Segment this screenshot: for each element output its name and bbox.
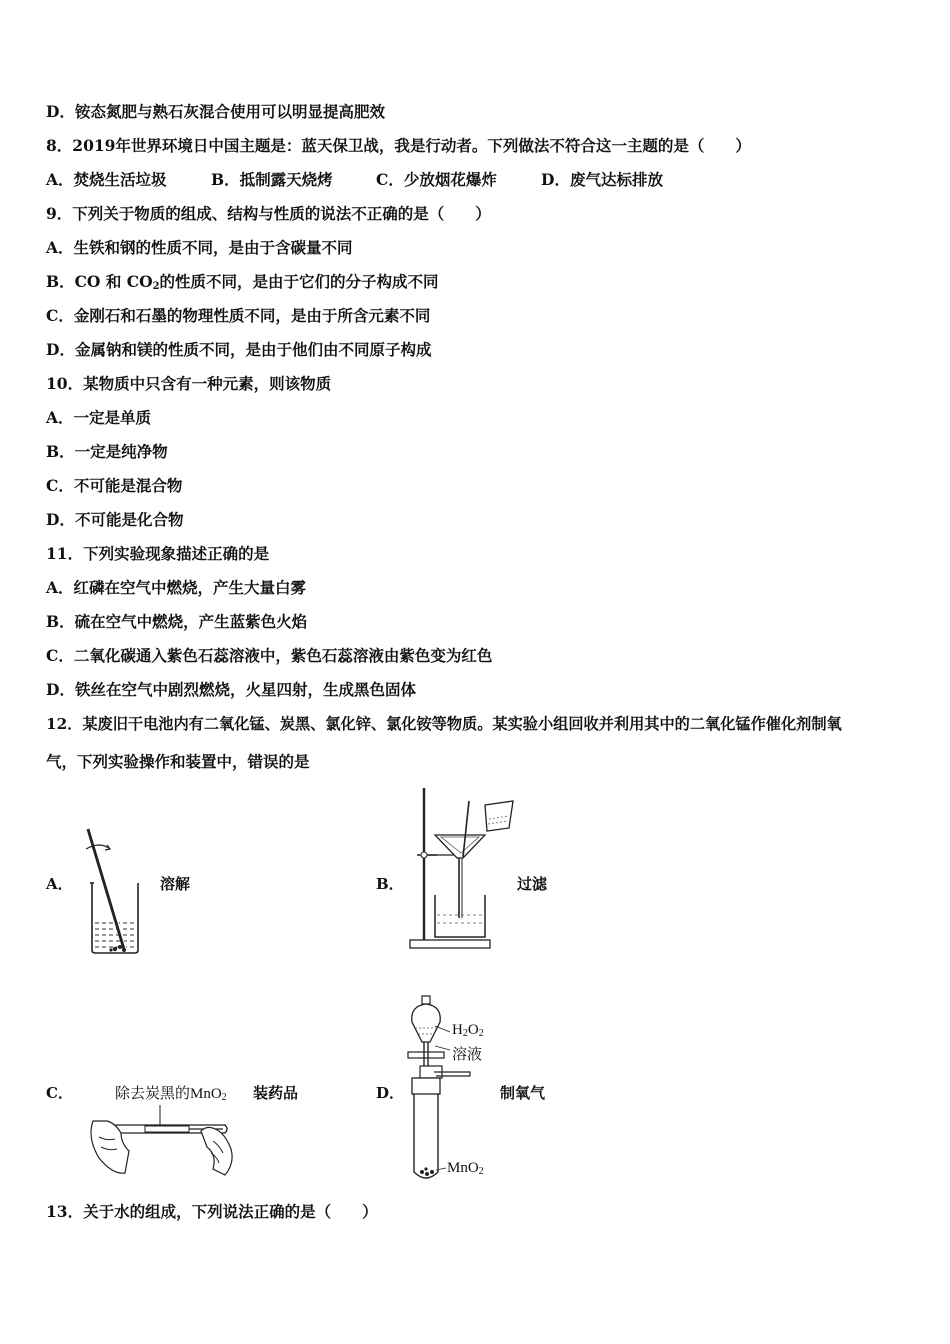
q9-option-c: C．金刚石和石墨的物理性质不同，是由于所含元素不同	[46, 306, 431, 325]
c-annotation-text: 除去炭黑的MnO	[115, 1086, 222, 1102]
q9-option-a: A．生铁和钢的性质不同，是由于含碳量不同	[46, 238, 353, 257]
d-h2o2-h: H	[452, 1022, 463, 1038]
filtration-apparatus-figure	[405, 783, 525, 953]
d-h2o2-label	[452, 1022, 484, 1039]
question-12: 12．某废旧干电池内有二氧化锰、炭黑、氯化锌、氯化铵等物质。某实验小组回收并利用其中的二氧化锰作催化剂制氧	[46, 715, 842, 733]
q9-option-b	[46, 272, 439, 297]
q11-option-b: B．硫在空气中燃烧，产生蓝紫色火焰	[46, 612, 308, 631]
figure-c-label: C．	[46, 1084, 73, 1102]
option-d-fertilizer: D．铵态氮肥与熟石灰混合使用可以明显提高肥效	[46, 102, 385, 121]
figure-a-label: A．	[46, 875, 73, 893]
d-h2o2-sub1: 2	[462, 1028, 468, 1039]
q11-option-a: A．红磷在空气中燃烧，产生大量白雾	[46, 578, 307, 597]
q10-option-a: A．一定是单质	[46, 408, 152, 427]
q8-option-c: C．少放烟花爆炸	[376, 170, 497, 189]
q10-option-d: D．不可能是化合物	[46, 510, 184, 529]
d-mno2-sub: 2	[478, 1166, 484, 1177]
figure-a-caption: 溶解	[160, 875, 191, 893]
d-mno2-label	[447, 1160, 484, 1177]
q10-option-b: B．一定是纯净物	[46, 442, 168, 461]
q10-option-c: C．不可能是混合物	[46, 476, 183, 495]
figure-b-label: B．	[376, 875, 404, 893]
q9b-text-start: B．CO 和 CO	[46, 272, 153, 291]
figure-b-caption: 过滤	[517, 875, 548, 893]
figure-c-annotation	[115, 1082, 227, 1103]
q11-option-d: D．铁丝在空气中剧烈燃烧，火星四射，生成黑色固体	[46, 680, 416, 699]
test-tube-loading-figure	[85, 1103, 245, 1183]
d-h2o2-o: O	[467, 1022, 479, 1038]
q9b-subscript: 2	[152, 281, 160, 292]
question-13: 13．关于水的组成，下列说法正确的是（ ）	[46, 1202, 378, 1221]
question-8-options	[46, 170, 663, 190]
figure-d-label: D．	[376, 1084, 405, 1102]
q11-option-c: C．二氧化碳通入紫色石蕊溶液中，紫色石蕊溶液由紫色变为红色	[46, 646, 493, 665]
q8-option-b: B．抵制露天烧烤	[211, 170, 333, 189]
question-9: 9．下列关于物质的组成、结构与性质的说法不正确的是（ ）	[46, 204, 491, 223]
question-8: 8．2019年世界环境日中国主题是：蓝天保卫战，我是行动者。下列做法不符合这一主题的是（ ）	[46, 136, 751, 155]
d-h2o2-sub2: 2	[478, 1028, 484, 1039]
figure-c-caption: 装药品	[253, 1084, 299, 1102]
question-11: 11．下列实验现象描述正确的是	[46, 544, 270, 563]
question-10: 10．某物质中只含有一种元素，则该物质	[46, 374, 332, 393]
beaker-stirring-figure	[80, 825, 160, 955]
q9-option-d: D．金属钠和镁的性质不同，是由于他们由不同原子构成	[46, 340, 432, 359]
figure-d-caption: 制氧气	[500, 1084, 546, 1102]
question-12-cont: 气，下列实验操作和装置中，错误的是	[46, 752, 310, 771]
q9b-text-end: 的性质不同，是由于它们的分子构成不同	[159, 272, 439, 291]
d-mno2-text: MnO	[447, 1160, 479, 1176]
q8-option-a: A．焚烧生活垃圾	[46, 170, 167, 189]
q8-option-d: D．废气达标排放	[541, 170, 663, 189]
c-annotation-subscript: 2	[221, 1092, 227, 1103]
d-solution-label: 溶液	[452, 1045, 483, 1063]
